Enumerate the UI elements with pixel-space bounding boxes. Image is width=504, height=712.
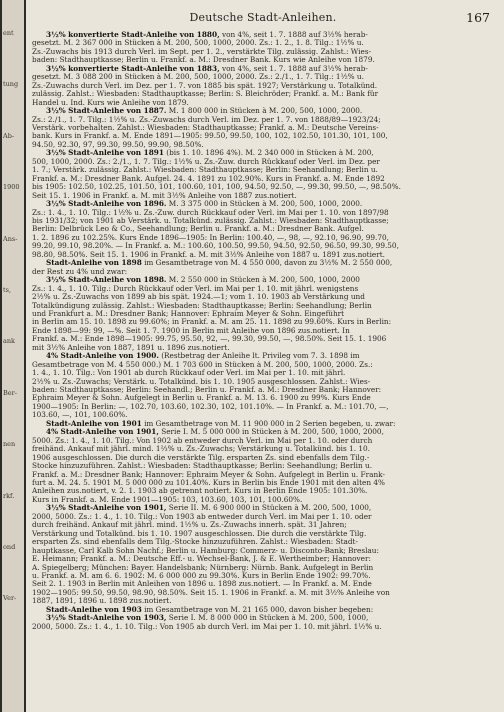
entry-heading-line: [32, 428, 496, 436]
entry-text: Frankf. a. M.: Dresdner Bank; Hannover: Ephraim Meyer & Sohn. Aufgelegt in Berlin u. Frank-: [32, 470, 385, 479]
entry-text-line: [32, 555, 496, 563]
adjacent-page-fragment: ent: [3, 29, 14, 37]
entry-text: 1906 ausgeschlossen. Die durch die verstärkte Tilg. ersparten Zs. sind ebenfalls dem Tilg.-: [32, 453, 370, 462]
entry-text: M. 1 800 000 in Stücken à M. 200, 500, 1000, 2000.: [166, 107, 363, 116]
entry-text-line: [32, 192, 496, 200]
entry-text: Ephraim Meyer & Sohn. Aufgelegt in Berlin u. Frankf. a. M. 13. 6. 1900 zu 99%. Kurs Ende: [32, 394, 371, 403]
entry-text-line: [32, 132, 496, 140]
entry-text-line: [32, 454, 496, 462]
entry-text: 2000, 5000. Zs.: 1. 4., 1. 10. Tilg.: Von 1903 ab entweder durch Verl. im Mai per 1. 10. oder: [32, 512, 372, 521]
entry-text: 500, 1000, 2000. Zs.: 2./1., 1. 7. Tilg.: 1½% u. Zs.-Zuw. durch Rückkauf oder Verl. im Dez. per: [32, 157, 380, 166]
entry-text: Zs.: 1. 4., 1. 10. Tilg.: Durch Rückkauf oder Verl. im Mai per 1. 10. mit jährl. wenigstens: [32, 284, 359, 293]
entry-text: Zs.-Zuwachs bis 1913 durch Verl. im Sept. per 1. 2., verstärkte Tilg. zulässig. Zahlst.: Wies-: [32, 47, 372, 56]
entry-text-line: [32, 369, 496, 377]
entry-text: und Frankfurt a. M.: Dresdner Bank; Hannover: Ephraim Meyer & Sohn. Eingeführt: [32, 309, 345, 318]
entry-text-line: [32, 217, 496, 225]
entry-text: zulässig. Zahlst.: Wiesbaden: Stadthauptkasse; Berlin: S. Bleichröder; Frankf. a. M.: Bank für: [32, 90, 379, 99]
entry-text: bank. Kurs in Frankf. a. M. Ende 1891—1905: 99.50, 99.50, 100, 102, 102.50, 101.30, 101, 100,: [32, 132, 388, 141]
adjacent-page-fragment: Ver-: [3, 594, 17, 603]
entry-text: M. 2 550 000 in Stücken à M. 200, 500, 1000, 2000: [166, 276, 360, 285]
entry-text: baden: Stadthauptkasse; Berlin: Seehandl.; Berlin u. Frankf. a. M.: Dresdner Bank; Hannover:: [32, 386, 382, 395]
entry-text: Verstärkung und Totalkünd. bis 1. 10. 1907 ausgeschlossen. Die durch die verstärkte Tilg.: [32, 529, 367, 538]
entry-text-line: [32, 285, 496, 293]
adjacent-page-fragment: nen: [3, 440, 16, 449]
entry-text: im Gesamtbetrage von M. 11 900 000 in 2 Serien begeben, u. zwar:: [141, 419, 396, 428]
entry-text-line: [32, 487, 496, 495]
entry-text: Frankf. a. M.: Ende 1898—1905: 99.75, 95.50, 92, —, 99.30, 99.50, —, 98.50%. Seit 15. 1. 1906: [32, 335, 387, 344]
entry-text: furt a. M. 24. 5. 1901 M. 5 000 000 zu 101.40%. Kurs in Berlin bis Ende 1901 mit den alten 4%: [32, 479, 385, 488]
entry-text: hauptkasse, Carl Kalb Sohn Nachf.; Berlin u. Hamburg: Commerz- u. Disconto-Bank; Breslau:: [32, 546, 379, 555]
entry-text-line: [32, 327, 496, 335]
adjacent-page-fragment: 1900: [3, 183, 20, 192]
entry-heading-line: [32, 606, 496, 614]
entry-text-line: [32, 73, 496, 81]
entry-text: von 4%, seit 1. 7. 1888 auf 3½% herab-: [219, 31, 368, 39]
entry-text: ersparten Zs. sind ebenfalls dem Tilg.-Stocke hinzuzuführen. Zahlst.: Wiesbaden: Stadt-: [32, 538, 358, 547]
entry-text: Frankf. a. M.: Dresdner Bank. Aufgel. 24. 4. 1891 zu 102.90%. Kurs in Frankf. a. M. Ende 1892: [32, 174, 385, 183]
document-page: [26, 0, 504, 712]
entry-text: 1887, 1891, 1896 u. 1898 zus.notiert.: [32, 597, 172, 606]
entry-text: Anleihen zus.notiert, v. 2. 1. 1903 ab getrennt notiert. Kurs in Berlin Ende 1905: 101.30%.: [32, 487, 368, 496]
entry-text-line: [32, 479, 496, 487]
adjacent-page-strip: [0, 0, 26, 712]
entry-text-line: [32, 538, 496, 546]
adjacent-page-fragment: rkf.: [3, 491, 15, 500]
entry-text: Zs.: 2./1., 1. 7. Tilg.: 1½% u. Zs.-Zuwachs durch Verl. im Dez. per 1. 7. von 1888/89—1923/24;: [32, 115, 381, 124]
entry-text-line: [32, 462, 496, 470]
entry-text-line: [32, 378, 496, 386]
adjacent-page-fragment: ts,: [3, 286, 12, 295]
entry-heading: 3½% Stadt-Anleihe von 1887.: [46, 107, 167, 116]
entry-heading: 3½% Stadt-Anleihe von 1891: [46, 149, 164, 158]
entry-text-line: [32, 124, 496, 132]
entry-text-line: [32, 209, 496, 217]
entry-text: in Berlin am 15. 10. 1898 zu 99.60%; in Frankf. a. M. am 25. 11. 1898 zu 99.60%. Kurs in Berlin:: [32, 318, 392, 327]
entry-text-line: [32, 234, 496, 242]
entry-text-line: [32, 580, 496, 588]
entry-text: durch freihänd. Ankauf mit jährl. mind. 1½% u. Zs.-Zuwachs innerh. spät. 31 Jahren;: [32, 521, 347, 530]
entry-text: Totalkündigung zulässig. Zahlst.: Wiesbaden: Stadthauptkasse; Berlin: Seehandlung; Berlin: [32, 301, 372, 310]
entry-text: 103.60, —, 101, 100.60%.: [32, 411, 128, 420]
entry-heading: 3½% Stadt-Anleihe von 1901,: [46, 504, 167, 513]
entry-text: M. 3 375 000 in Stücken à M. 200, 500, 1000, 2000.: [166, 200, 363, 209]
entry-text: Verstärk. vorbehalten. Zahlst.: Wiesbaden: Stadthauptkasse; Frankf. a. M.: Deutsche Vereins-: [32, 123, 379, 132]
entry-text: gesetzt. M. 3 088 200 in Stücken à M. 200, 500, 1000, 2000. Zs.: 2./1., 1. 7. Tilg.: 1½% u.: [32, 73, 364, 82]
entry-text: gesetzt. M. 2 367 000 in Stücken à M. 200, 500, 1000, 2000. Zs.: 1. 2., 1. 8. Tilg.: 1½% u.: [32, 39, 364, 48]
entry-heading-line: [32, 352, 496, 360]
adjacent-page-text: [2, 28, 24, 604]
adjacent-page-fragment: ond: [3, 543, 16, 552]
entry-text: 94.50, 92.30, 97, 99.30, 99.50, 99.90, 98.50%.: [32, 140, 204, 149]
entry-text-line: [32, 225, 496, 233]
adjacent-page-edge: [2, 0, 24, 712]
entry-heading: 4% Stadt-Anleihe von 1900.: [46, 352, 159, 361]
entry-heading: 3½% konvertierte Stadt-Anleihe von 1880,: [46, 31, 220, 39]
entry-text-line: [32, 597, 496, 605]
entry-text-line: [32, 547, 496, 555]
entry-text: (bis 1. 10. 1896 4%). M. 2 340 000 in Stücken à M. 200,: [163, 149, 374, 158]
entry-heading-line: [32, 200, 496, 208]
entry-text: Seit 2. 1. 1903 in Berlin mit Anleihen von 1896 u. 1898 zus.notiert. — In Frankf. a. M. Ende: [32, 580, 372, 589]
entry-text: Serie II. M. 6 900 000 in Stücken à M. 200, 500, 1000,: [166, 504, 372, 513]
entry-text-line: [32, 56, 496, 64]
adjacent-page-fragment: Ber-: [3, 388, 17, 397]
entry-heading: Stadt-Anleihe von 1901: [46, 419, 142, 428]
adjacent-page-fragment: Ab-: [3, 131, 15, 140]
entry-heading: 4% Stadt-Anleihe von 1901,: [46, 428, 159, 437]
entry-heading-line: [32, 65, 496, 73]
entry-text-line: [32, 335, 496, 343]
entry-text-line: [32, 318, 496, 326]
entry-text-line: [32, 403, 496, 411]
entry-text-line: [32, 251, 496, 259]
page-number: 167: [466, 10, 490, 25]
entry-text-line: [32, 268, 496, 276]
entry-text: Serie I. M. 5 000 000 in Stücken à M. 200, 500, 1000, 2000,: [158, 428, 384, 437]
entry-text: 1. 2. 1896 zu 102.25%. Kurs Ende 1896—1905: In Berlin: 100.40, —, 98, —, 92.10, 96.90, 99.70,: [32, 233, 389, 242]
entry-text-line: [32, 310, 496, 318]
entry-text-line: [32, 175, 496, 183]
entry-text: 1902—1905: 99.50, 99.50, 98.90, 98.50%. Seit 15. 1. 1906 in Frankf. a. M. mit 3½% Anleihe von: [32, 588, 390, 597]
entry-text-line: [32, 386, 496, 394]
entry-text-line: [32, 82, 496, 90]
entry-heading: 3½% konvertierte Stadt-Anleihe von 1883,: [46, 64, 220, 73]
entry-text-line: [32, 183, 496, 191]
entry-text: Handel u. Ind. Kurs wie Anleihe von 1879.: [32, 98, 189, 107]
entry-text: 99.20, 99.10, 98.20%. — In Frankf. a. M.: 100.60, 100.50, 99.50, 94.50, 92.50, 96.50, 99.30, 99.50,: [32, 242, 399, 251]
entry-text-line: [32, 394, 496, 402]
entry-text: 2½% u. Zs.-Zuwachs; Verstärk. u. Totalkünd. bis 1. 10. 1905 ausgeschlossen. Zahlst.: Wies-: [32, 377, 371, 386]
entry-text: 2000, 5000. Zs.: 1. 4., 1. 10. Tilg.: Von 1905 ab durch Verl. im Mai per 1. 10. mit jährl. 1½% u.: [32, 622, 382, 631]
entry-text: im Gesamtbetrage von M. 21 165 000, davon bisher begeben:: [141, 605, 374, 614]
entry-heading-line: [32, 31, 496, 39]
entry-text-line: [32, 564, 496, 572]
entry-heading: 3½% Stadt-Anleihe von 1903,: [46, 614, 167, 623]
entry-text-line: [32, 48, 496, 56]
entry-text-line: [32, 90, 496, 98]
entry-text-line: [32, 530, 496, 538]
entry-text: Gesamtbetrage von M. 4 550 000.) M. 1 703 600 in Stücken à M. 200, 500, 1000, 2000. Zs.:: [32, 360, 373, 369]
entry-text-line: [32, 158, 496, 166]
entry-text: Serie I. M. 8 000 000 in Stücken à M. 200, 500, 1000,: [166, 614, 369, 623]
entry-text: u. Frankf. a. M. am 6. 6. 1902: M. 6 000 000 zu 99.30%. Kurs in Berlin Ende 1902: 99.70%.: [32, 572, 371, 580]
entry-text-line: [32, 437, 496, 445]
entry-text-line: [32, 344, 496, 352]
entry-text-line: [32, 361, 496, 369]
entry-heading: 3½% Stadt-Anleihe von 1898.: [46, 276, 167, 285]
entry-text-line: [32, 99, 496, 107]
entry-text-line: [32, 302, 496, 310]
entry-text: freihänd. Ankauf mit jährl. mind. 1⅔% u. Zs.-Zuwachs; Verstärkung u. Totalkünd. bis 1. 10.: [32, 445, 370, 454]
entry-text: Stocke hinzuzuführen. Zahlst.: Wiesbaden: Stadthauptkasse; Berlin: Seehandlung; Berlin u.: [32, 462, 373, 471]
entry-text: Ende 1898—99: 99, —%. Seit 1. 7. 1900 in Berlin mit Anleihe von 1896 zus.notiert. In: [32, 326, 350, 335]
adjacent-page-fragment: ank: [3, 337, 16, 346]
entry-heading: 3½% Stadt-Anleihe von 1896.: [46, 200, 167, 209]
entry-heading-line: [32, 614, 496, 622]
entry-text: 1. 4., 1. 10. Tilg.: Von 1901 ab durch Rückkauf oder Verl. im Mai per 1. 10. mit jährl.: [32, 369, 346, 378]
entry-text: 2½% u. Zs.-Zuwachs von 1899 ab bis spät. 1924.—1; vom 1. 10. 1903 ab Verstärkung und: [32, 293, 365, 302]
body-text: [32, 31, 496, 631]
entry-text-line: [32, 496, 496, 504]
entry-text: 5000. Zs.: 1. 4., 1. 10. Tilg.: Von 1902 ab entweder durch Verl. im Mai per 1. 10. oder durch: [32, 436, 373, 445]
entry-heading-line: [32, 420, 496, 428]
entry-text: 1. 7.; Verstärk. zulässig. Zahlst.: Wiesbaden: Stadthauptkasse; Berlin: Seehandlung; Berlin u.: [32, 166, 378, 175]
entry-heading-line: [32, 504, 496, 512]
entry-heading-line: [32, 107, 496, 115]
entry-heading-line: [32, 259, 496, 267]
entry-text-line: [32, 39, 496, 47]
adjacent-page-fragment: tung: [3, 80, 19, 89]
running-title: Deutsche Stadt-Anleihen.: [189, 11, 337, 24]
entry-text: Kurs in Frankf. a. M. Ende 1901—1905: 103, 103.60, 103, 101, 100.60%.: [32, 495, 303, 504]
entry-text: 1900—1905: In Berlin: —, 102.70, 103.60, 102.30, 102, 101.10%. — In Frankf. a. M.: 101.70, —,: [32, 402, 389, 411]
entry-text-line: [32, 445, 496, 453]
entry-text-line: [32, 521, 496, 529]
entry-text-line: [32, 293, 496, 301]
entry-text-line: [32, 242, 496, 250]
entry-text: Zs.: 1. 4., 1. 10. Tilg.: 1½% u. Zs.-Zuw. durch Rückkauf oder Verl. im Mai per 1. 10. von 1897/98: [32, 208, 389, 217]
entry-text: bis 1905: 102.50, 102.25, 101.50, 101, 100.60, 101, 100, 94.50, 92.50, —, 99.30, 99.50, —, 98.50%.: [32, 183, 401, 192]
entry-text: Zs.-Zuwachs durch Verl. im Dez. per 1. 7. von 1885 bis spät. 1927; Verstärkung u. Totalkünd.: [32, 81, 378, 90]
entry-text: der Rest zu 4% und zwar:: [32, 267, 128, 276]
entry-text-line: [32, 166, 496, 174]
entry-text-line: [32, 589, 496, 597]
entry-text: A. Spiegelberg; München: Bayer. Handelsbank; Nürnberg: Nürnb. Bank. Aufgelegt in Berlin: [32, 563, 374, 572]
entry-text-line: [32, 141, 496, 149]
entry-text-line: [32, 471, 496, 479]
entry-text-line: [32, 513, 496, 521]
entry-text: 98.80, 98.50%. Seit 15. 1. 1906 in Frankf. a. M. mit 3½% Anleihe von 1887 u. 1891 zus.notiert.: [32, 250, 385, 259]
entry-text-line: [32, 572, 496, 580]
entry-text: Seit 15. 1. 1906 in Frankf. a. M. mit 3½% Anleihe von 1887 zus.notiert.: [32, 191, 297, 200]
entry-text: bis 1931/32; von 1901 ab Verstärk. u. Totalkünd. zulässig. Zahlst.: Wiesbaden: Stadthauptkasse;: [32, 216, 389, 225]
entry-text-line: [32, 116, 496, 124]
entry-text: Berlin: Delbrück Leo & Co., Seehandlung; Berlin u. Frankf. a. M.: Dresdner Bank. Aufgel.: [32, 225, 364, 234]
adjacent-page-fragment: Ans-: [3, 234, 18, 243]
entry-text: (Restbetrag der Anleihe lt. Privileg vom 7. 3. 1898 im: [158, 352, 360, 361]
entry-text: im Gesamtbetrage von M. 4 550 000, davon zu 3½% M. 2 550 000,: [141, 259, 393, 268]
entry-text: E. Heimann; Frankf. a. M.: Deutsche Eff.- u. Wechsel-Bank, J. & E. Wertheimber; Hannover:: [32, 555, 371, 564]
page-header: [32, 11, 494, 29]
entry-text-line: [32, 623, 496, 631]
entry-heading: Stadt-Anleihe von 1898: [46, 259, 142, 268]
entry-heading: Stadt-Anleihe von 1903: [46, 605, 142, 614]
entry-text-line: [32, 411, 496, 419]
entry-text: mit 3½% Anleihe von 1887, 1891 u. 1896 zus.notiert.: [32, 343, 230, 352]
entry-heading-line: [32, 149, 496, 157]
entry-text: baden: Stadthauptkasse; Berlin u. Frankf. a. M.: Dresdner Bank. Kurs wie Anleihe von 1879.: [32, 56, 375, 65]
entry-heading-line: [32, 276, 496, 284]
entry-text: von 4%, seit 1. 7. 1888 auf 3½% herab-: [219, 64, 368, 73]
